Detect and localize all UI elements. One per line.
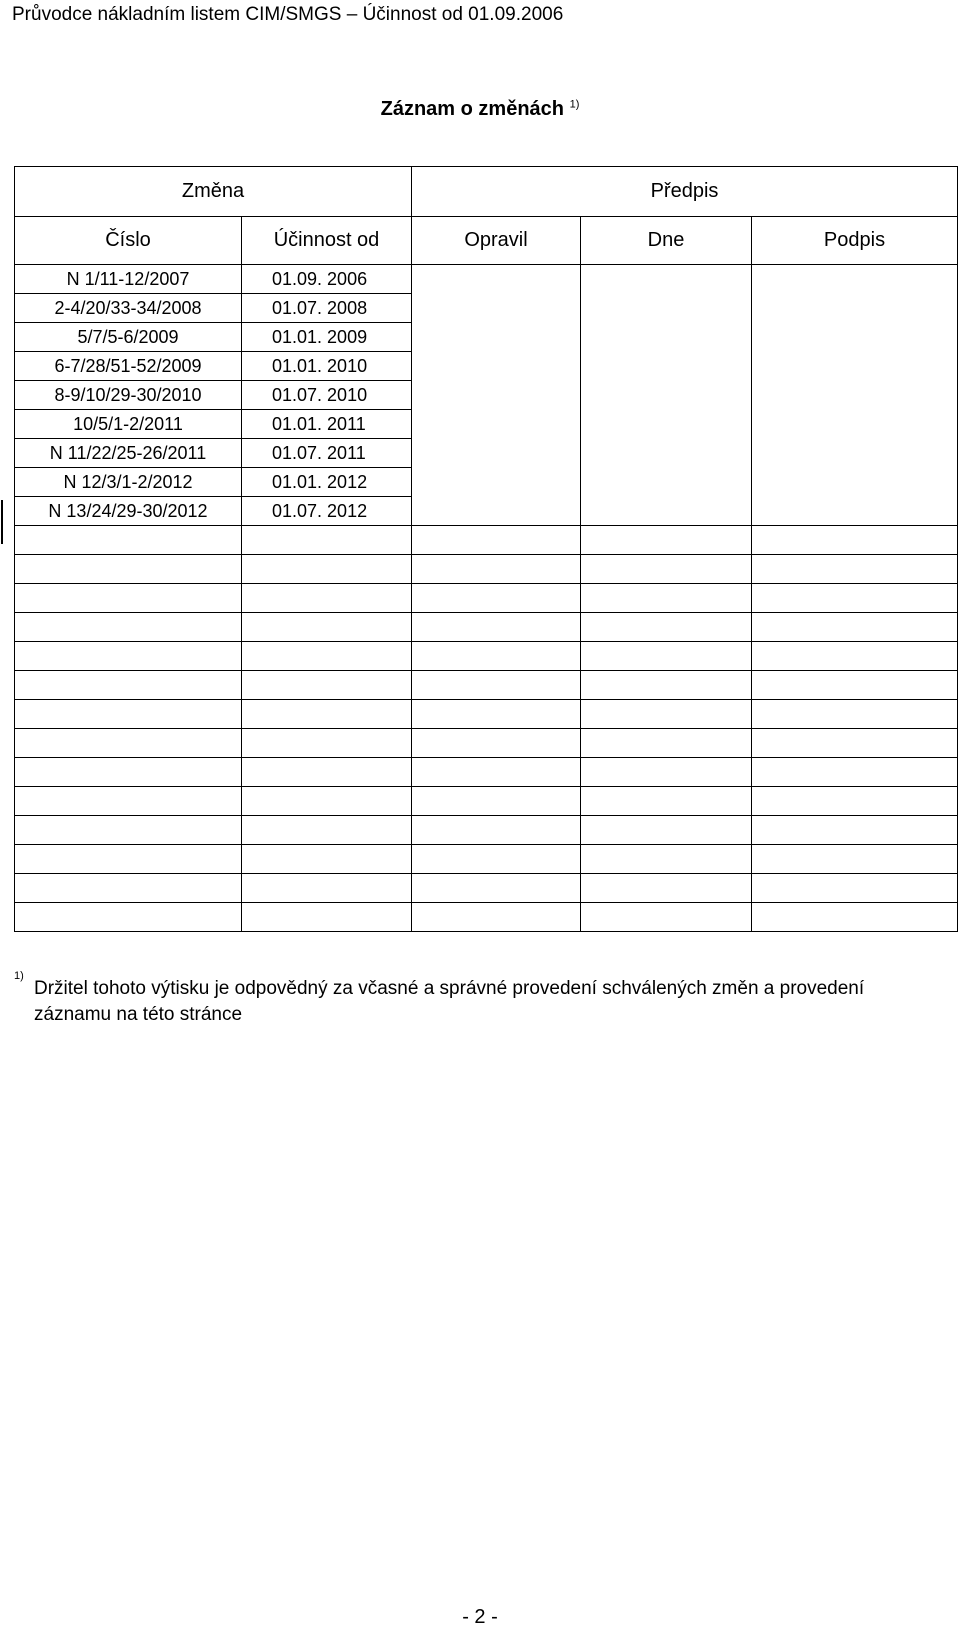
cell-signature [752, 729, 958, 758]
cell-corrected-by [412, 323, 581, 352]
cell-date [581, 584, 752, 613]
cell-effective-from [242, 555, 412, 584]
cell-date [581, 642, 752, 671]
cell-corrected-by [412, 439, 581, 468]
cell-date [581, 294, 752, 323]
cell-number [15, 526, 242, 555]
table-row [15, 874, 958, 903]
cell-date [581, 903, 752, 932]
column-header-corrected-by: Opravil [412, 217, 581, 265]
cell-corrected-by [412, 613, 581, 642]
cell-date [581, 758, 752, 787]
cell-effective-from [242, 758, 412, 787]
cell-effective-from: 01.01. 2010 [242, 352, 412, 381]
cell-effective-from [242, 787, 412, 816]
table-row [15, 671, 958, 700]
cell-number [15, 555, 242, 584]
table-row [15, 439, 958, 468]
table-row [15, 903, 958, 932]
cell-date [581, 700, 752, 729]
table-row [15, 787, 958, 816]
cell-corrected-by [412, 671, 581, 700]
running-header: Průvodce nákladním listem CIM/SMGS – Účinnost od 01.09.2006 [12, 4, 564, 25]
cell-number [15, 671, 242, 700]
cell-number: 5/7/5-6/2009 [15, 323, 242, 352]
cell-corrected-by [412, 787, 581, 816]
cell-effective-from: 01.01. 2009 [242, 323, 412, 352]
cell-number [15, 845, 242, 874]
table-row [15, 555, 958, 584]
cell-effective-from: 01.07. 2012 [242, 497, 412, 526]
cell-effective-from [242, 874, 412, 903]
table-row [15, 265, 958, 294]
cell-effective-from [242, 613, 412, 642]
cell-signature [752, 381, 958, 410]
cell-number: 10/5/1-2/2011 [15, 410, 242, 439]
cell-signature [752, 758, 958, 787]
cell-signature [752, 323, 958, 352]
cell-number: N 13/24/29-30/2012 [15, 497, 242, 526]
cell-number: N 12/3/1-2/2012 [15, 468, 242, 497]
table-row [15, 294, 958, 323]
cell-signature [752, 410, 958, 439]
cell-date [581, 468, 752, 497]
cell-signature [752, 265, 958, 294]
table-row [15, 845, 958, 874]
cell-effective-from [242, 642, 412, 671]
cell-corrected-by [412, 410, 581, 439]
cell-effective-from [242, 671, 412, 700]
cell-corrected-by [412, 758, 581, 787]
column-header-row [15, 217, 958, 265]
page-title-text: Záznam o změnách [380, 98, 565, 120]
cell-signature [752, 439, 958, 468]
cell-effective-from [242, 845, 412, 874]
cell-effective-from: 01.07. 2011 [242, 439, 412, 468]
cell-date [581, 265, 752, 294]
cell-signature [752, 845, 958, 874]
cell-corrected-by [412, 526, 581, 555]
page-number: - 2 - [462, 1606, 498, 1628]
cell-date [581, 526, 752, 555]
footnote: $^{1)}$Držitel tohoto výtisku je odpovědný za včasné a správné provedení schválených změn a provedení záznamu na této stránce [14, 976, 949, 1028]
cell-number [15, 758, 242, 787]
cell-signature [752, 526, 958, 555]
cell-effective-from [242, 584, 412, 613]
cell-number [15, 584, 242, 613]
group-header-regulation: Předpis [412, 167, 958, 217]
cell-date [581, 787, 752, 816]
cell-effective-from [242, 729, 412, 758]
group-header-change: Změna [15, 167, 412, 217]
cell-corrected-by [412, 642, 581, 671]
cell-date [581, 439, 752, 468]
table-row [15, 497, 958, 526]
cell-signature [752, 468, 958, 497]
cell-corrected-by [412, 352, 581, 381]
cell-signature [752, 700, 958, 729]
column-header-date: Dne [581, 217, 752, 265]
table-row [15, 613, 958, 642]
cell-number [15, 787, 242, 816]
cell-corrected-by [412, 816, 581, 845]
table-row [15, 410, 958, 439]
cell-effective-from [242, 903, 412, 932]
cell-corrected-by [412, 468, 581, 497]
cell-signature [752, 555, 958, 584]
cell-signature [752, 642, 958, 671]
cell-signature [752, 497, 958, 526]
table-row [15, 323, 958, 352]
cell-number [15, 642, 242, 671]
cell-number: 2-4/20/33-34/2008 [15, 294, 242, 323]
cell-number [15, 700, 242, 729]
footnote-text: Držitel tohoto výtisku je odpovědný za včasné a správné provedení schválených změn a provedení záznamu na této stránce [34, 978, 865, 1025]
cell-corrected-by [412, 845, 581, 874]
table-row [15, 700, 958, 729]
table-row [15, 584, 958, 613]
cell-corrected-by [412, 700, 581, 729]
cell-number [15, 816, 242, 845]
cell-signature [752, 294, 958, 323]
column-header-number: Číslo [15, 217, 242, 265]
cell-date [581, 323, 752, 352]
footnote-reference: 1) [569, 98, 580, 111]
cell-number [15, 613, 242, 642]
column-header-signature: Podpis [752, 217, 958, 265]
table-row [15, 642, 958, 671]
table-row [15, 352, 958, 381]
change-record-table [14, 166, 958, 932]
cell-date [581, 729, 752, 758]
table-row [15, 468, 958, 497]
cell-signature [752, 816, 958, 845]
cell-corrected-by [412, 903, 581, 932]
table-row [15, 758, 958, 787]
table-row [15, 816, 958, 845]
table-row [15, 526, 958, 555]
cell-number: N 11/22/25-26/2011 [15, 439, 242, 468]
cell-number: N 1/11-12/2007 [15, 265, 242, 294]
cell-signature [752, 613, 958, 642]
cell-effective-from: 01.09. 2006 [242, 265, 412, 294]
cell-corrected-by [412, 294, 581, 323]
cell-number [15, 903, 242, 932]
cell-number [15, 874, 242, 903]
cell-date [581, 671, 752, 700]
cell-effective-from: 01.01. 2012 [242, 468, 412, 497]
table-row [15, 729, 958, 758]
cell-date [581, 613, 752, 642]
cell-corrected-by [412, 381, 581, 410]
cell-corrected-by [412, 729, 581, 758]
cell-number [15, 729, 242, 758]
cell-date [581, 845, 752, 874]
cell-effective-from [242, 526, 412, 555]
cell-date [581, 381, 752, 410]
cell-corrected-by [412, 874, 581, 903]
cell-corrected-by [412, 497, 581, 526]
cell-signature [752, 787, 958, 816]
cell-corrected-by [412, 555, 581, 584]
cell-effective-from: 01.01. 2011 [242, 410, 412, 439]
cell-effective-from: 01.07. 2008 [242, 294, 412, 323]
cell-date [581, 352, 752, 381]
cell-date [581, 555, 752, 584]
cell-number: 8-9/10/29-30/2010 [15, 381, 242, 410]
cell-effective-from [242, 700, 412, 729]
cell-effective-from: 01.07. 2010 [242, 381, 412, 410]
column-header-effective-from: Účinnost od [242, 217, 412, 265]
cell-date [581, 497, 752, 526]
cell-signature [752, 584, 958, 613]
cell-date [581, 874, 752, 903]
page-title [0, 97, 960, 121]
cell-signature [752, 874, 958, 903]
cell-date [581, 410, 752, 439]
cell-signature [752, 671, 958, 700]
change-bar [1, 500, 3, 544]
cell-corrected-by [412, 584, 581, 613]
cell-signature [752, 352, 958, 381]
cell-corrected-by [412, 265, 581, 294]
cell-number: 6-7/28/51-52/2009 [15, 352, 242, 381]
cell-signature [752, 903, 958, 932]
cell-effective-from [242, 816, 412, 845]
cell-date [581, 816, 752, 845]
table-row [15, 381, 958, 410]
group-header-row [15, 167, 958, 217]
